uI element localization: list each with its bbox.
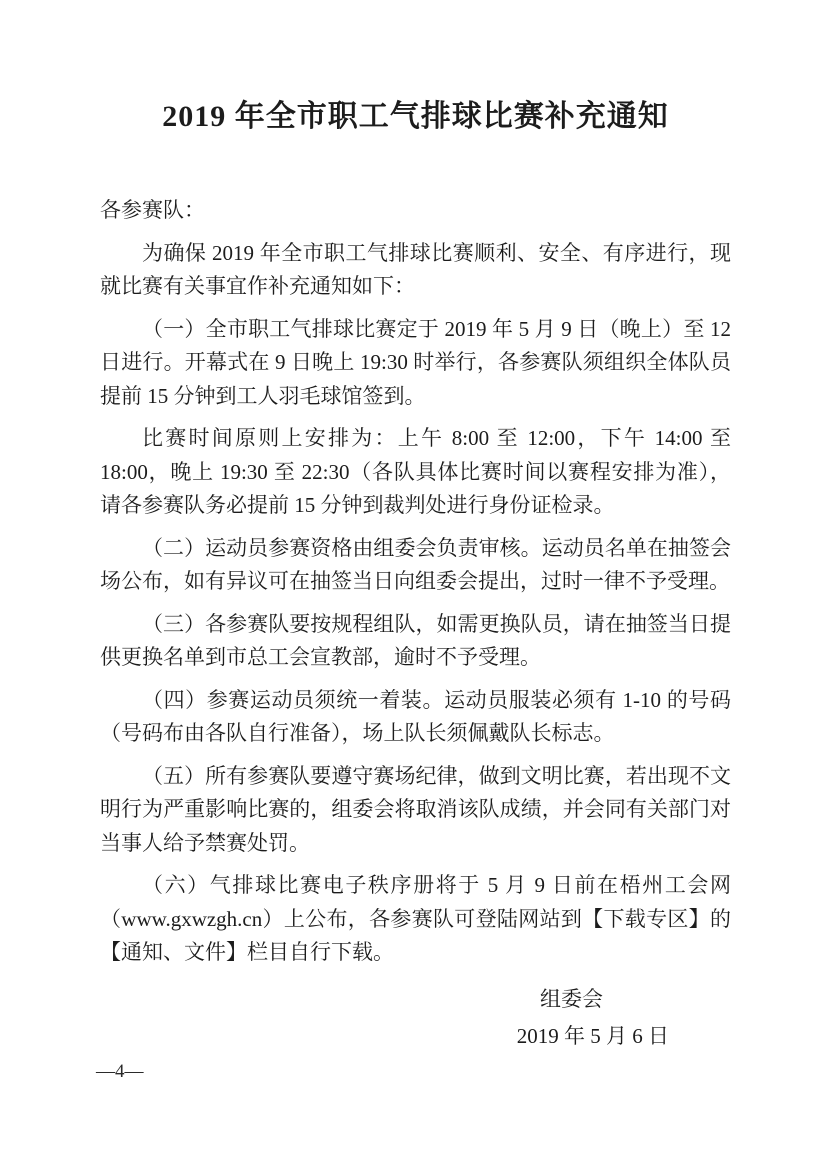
paragraph-item-5: （五）所有参赛队要遵守赛场纪律，做到文明比赛，若出现不文明行为严重影响比赛的，组委会将取消该队成绩，并会同有关部门对当事人给予禁赛处罚。 xyxy=(100,763,731,855)
paragraph-item-4: （四）参赛运动员须统一着装。运动员服装必须有 1-10 的号码（号码布由各队自行准备），场上队长须佩戴队长标志。 xyxy=(100,687,731,745)
paragraph-intro: 为确保 2019 年全市职工气排球比赛顺利、安全、有序进行，现就比赛有关事宜作补充通知如下： xyxy=(100,240,731,298)
paragraph-item-1-schedule: 比赛时间原则上安排为：上午 8:00 至 12:00，下午 14:00 至 18:00，晚上 19:30 至 22:30（各队具体比赛时间以赛程安排为准），请各参赛队务必提前 15 分钟到裁判处进行身份证检录。 xyxy=(100,426,731,517)
page-number: —4— xyxy=(96,1061,144,1082)
signature-org: 组委会 xyxy=(540,986,603,1011)
document-title: 2019 年全市职工气排球比赛补充通知 xyxy=(162,100,669,133)
paragraph-item-6: （六）气排球比赛电子秩序册将于 5 月 9 日前在梧州工会网（www.gxwzgh.cn）上公布，各参赛队可登陆网站到【下载专区】的【通知、文件】栏目自行下载。 xyxy=(100,873,731,964)
paragraph-item-3: （三）各参赛队要按规程组队，如需更换队员，请在抽签当日提供更换名单到市总工会宣教部，逾时不予受理。 xyxy=(100,611,731,669)
signature-date: 2019 年 5 月 6 日 xyxy=(516,1024,669,1048)
paragraph-item-2: （二）运动员参赛资格由组委会负责审核。运动员名单在抽签会场公布，如有异议可在抽签当日向组委会提出，过时一律不予受理。 xyxy=(100,535,731,593)
salutation: 各参赛队： xyxy=(100,198,205,222)
paragraph-item-1: （一）全市职工气排球比赛定于 2019 年 5 月 9 日（晚上）至 12 日进行。开幕式在 9 日晚上 19:30 时举行，各参赛队须组织全体队员提前 15 分钟到工人羽毛球馆签到。 xyxy=(100,316,731,408)
